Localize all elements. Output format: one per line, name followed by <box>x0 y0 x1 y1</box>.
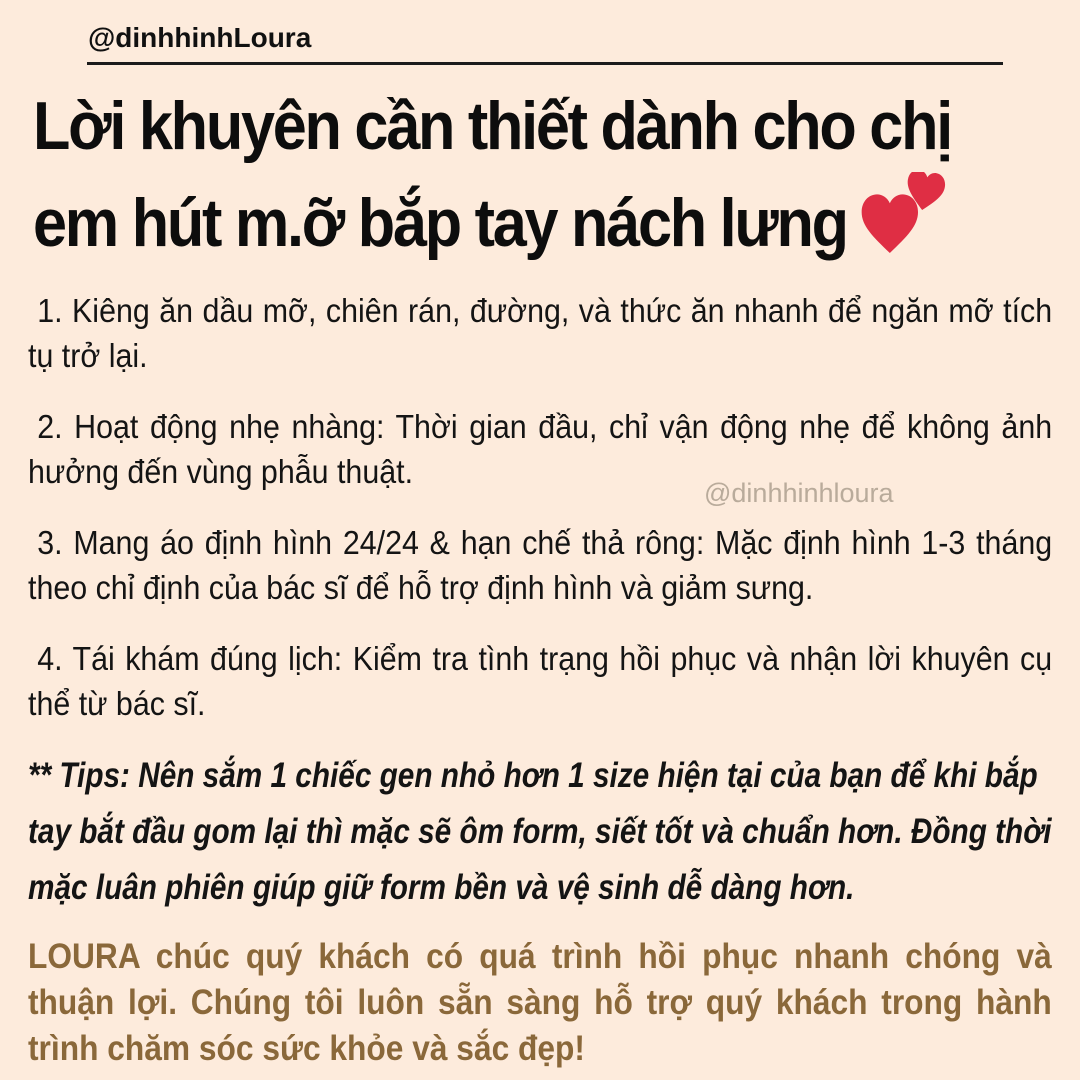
tips-note <box>28 748 1052 916</box>
advice-item-3: 3. Mang áo định hình 24/24 & hạn chế thả rông: Mặc định hình 1-3 tháng theo chỉ định của bác sĩ để hỗ trợ định hình và giảm sưng. <box>28 524 1053 606</box>
advice-item-2: 2. Hoạt động nhẹ nhàng: Thời gian đầu, chỉ vận động nhẹ để không ảnh hưởng đến vùng phẫu thuật. <box>28 408 1053 490</box>
page-title-line1: Lời khuyên cần thiết dành cho chị <box>33 88 951 164</box>
page-title-line2-wrap <box>33 172 969 269</box>
advice-item-1: 1. Kiêng ăn dầu mỡ, chiên rán, đường, và thức ăn nhanh để ngăn mỡ tích tụ trở lại. <box>28 292 1053 374</box>
two-hearts-icon <box>859 172 945 256</box>
closing-note <box>28 934 1052 1072</box>
closing-note-text: LOURA chúc quý khách có quá trình hồi phục nhanh chóng và thuận lợi. Chúng tôi luôn sẵn sàng hỗ trợ quý khách trong hành trình chăm sóc sức khỏe và sắc đẹp! <box>28 937 1052 1068</box>
advice-item-4: 4. Tái khám đúng lịch: Kiểm tra tình trạng hồi phục và nhận lời khuyên cụ thể từ bác sĩ. <box>28 640 1053 722</box>
account-handle: @dinhhinhLoura <box>88 22 312 53</box>
advice-list <box>28 288 1052 752</box>
watermark-handle: @dinhhinhloura <box>704 478 894 508</box>
page-title-line2: em hút m.ỡ bắp tay nách lưng <box>33 185 847 261</box>
header-divider <box>87 62 1003 65</box>
page-title <box>33 80 1073 269</box>
tips-note-text: ** Tips: Nên sắm 1 chiếc gen nhỏ hơn 1 size hiện tại của bạn để khi bắp tay bắt đầu gom lại thì mặc sẽ ôm form, siết tốt và chuẩn hơn. Đồng thời mặc luân phiên giúp giữ form bền và vệ sinh dễ dàng hơn. <box>28 756 1052 907</box>
